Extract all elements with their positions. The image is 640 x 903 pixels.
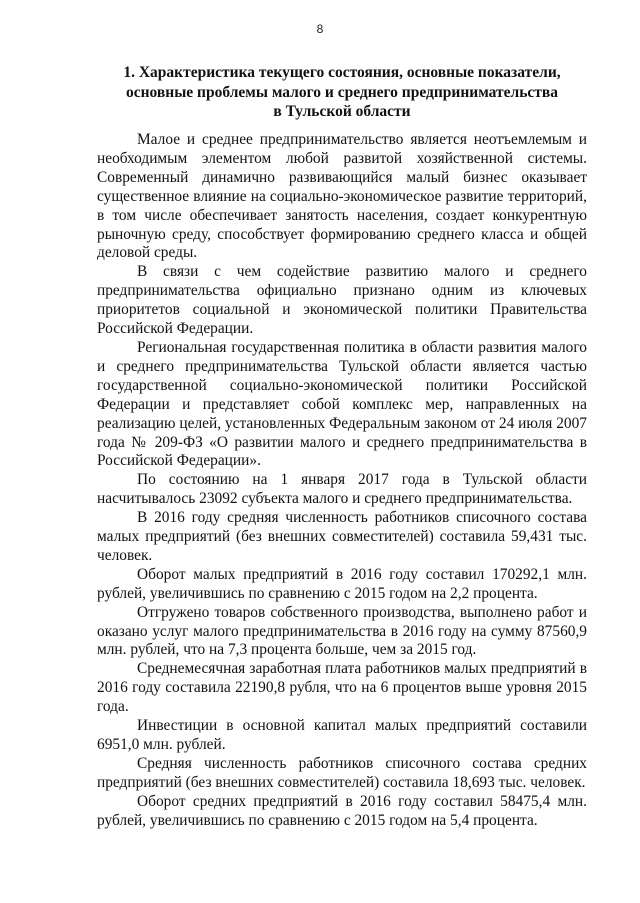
section-heading-line-1: 1. Характеристика текущего состояния, основные показатели, [123, 64, 561, 81]
document-body [97, 131, 587, 831]
paragraph-6: Оборот малых предприятий в 2016 году составил 170292,1 млн. рублей, увеличившись по сравнению с 2015 годом на 2,2 процента. [97, 565, 587, 602]
paragraph-10: Средняя численность работников списочного состава средних предприятий (без внешних совместителей) составила 18,693 тыс. человек. [97, 754, 587, 791]
paragraph-7: Отгружено товаров собственного производства, выполнено работ и оказано услуг малого предпринимательства в 2016 году на сумму 87560,9 млн. рублей, что на 7,3 процента больше, чем за 2015 год. [97, 603, 587, 659]
paragraph-3: Региональная государственная политика в области развития малого и среднего предпринимательства Тульской области является частью государственной социально-экономической политики Российской Федерации и представляет собой комплекс мер, направленных на реализацию целей, установленных Федеральным законом от 24 июля 2007 года № 209-ФЗ «О развитии малого и среднего предпринимательства в Российской Федерации». [97, 338, 587, 470]
section-heading-line-3: в Тульской области [273, 103, 411, 120]
section-heading [97, 63, 587, 122]
paragraph-11: Оборот средних предприятий в 2016 году составил 58475,4 млн. рублей, увеличившись по сравнению с 2015 годом на 5,4 процента. [97, 792, 587, 829]
paragraph-8: Среднемесячная заработная плата работников малых предприятий в 2016 году составила 22190,8 рубля, что на 6 процентов выше уровня 2015 года. [97, 660, 587, 716]
paragraph-1: Малое и среднее предпринимательство является неотъемлемым и необходимым элементом любой развитой хозяйственной системы. Современный динамично развивающийся малый бизнес оказывает существенное влияние на социально-экономическое развитие территорий, в том числе обеспечивает занятость населения, создает конкурентную рыночную среду, способствует формированию среднего класса и общей деловой среды. [97, 131, 587, 262]
paragraph-5: В 2016 году средняя численность работников списочного состава малых предприятий (без внешних совместителей) составила 59,431 тыс. человек. [97, 509, 587, 564]
paragraph-9: Инвестиции в основной капитал малых предприятий составили 6951,0 млн. рублей. [97, 717, 587, 753]
page-number: 8 [316, 22, 324, 36]
section-heading-line-2: основные проблемы малого и среднего предпринимательства [125, 83, 559, 101]
paragraph-2: В связи с чем содействие развитию малого и среднего предпринимательства официально признано одним из ключевых приоритетов социальной и экономической политики Правительства Российской Федерации. [97, 263, 587, 338]
paragraph-4: По состоянию на 1 января 2017 года в Тульской области насчитывалось 23092 субъекта малого и среднего предпринимательства. [97, 471, 587, 508]
